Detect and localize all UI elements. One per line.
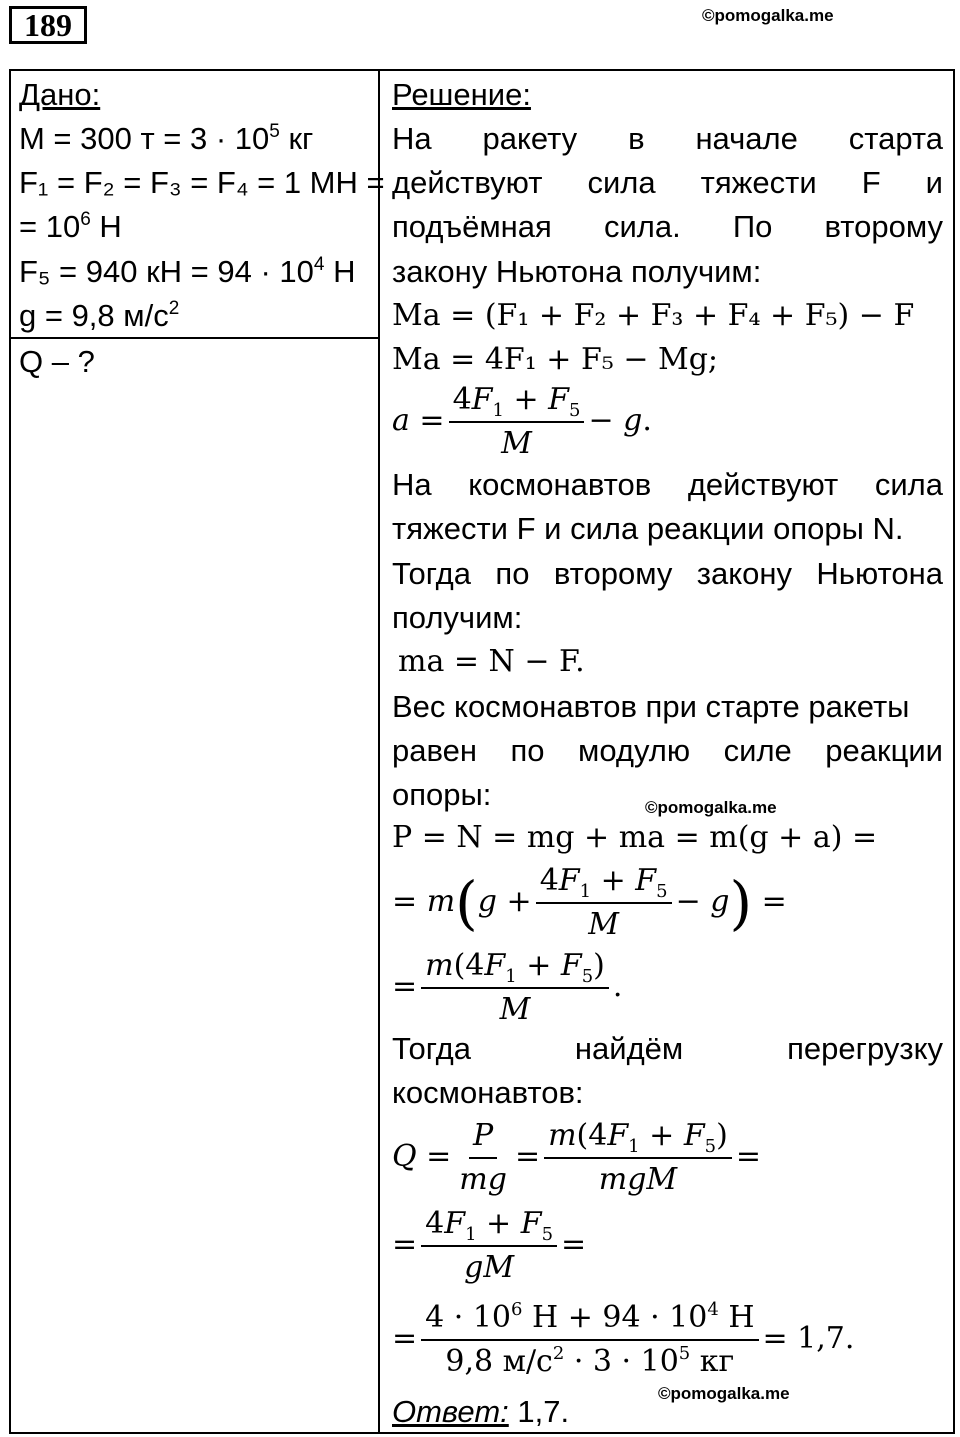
formula-weight: P = N = mg + ma = m(g + a) =	[392, 820, 878, 855]
formula-newton-rocket-simplified: Ma = 4F₁ + F₅ − Mg;	[392, 342, 719, 377]
solution-text-line-9: Вес космонавтов при старте ракеты	[392, 689, 910, 724]
solution-text-line-12: Тогда найдём перегрузку	[392, 1031, 943, 1066]
solution-text-line-10: равен по модулю силе реакции	[392, 733, 943, 768]
formula-acceleration: a = $\frac{4F_1 + F_5}{M}$ − g.	[392, 382, 652, 461]
solution-text-line-7: Тогда по второму закону Ньютона	[392, 556, 943, 591]
watermark-top: ©pomogalka.me	[702, 6, 834, 25]
given-force-5: F₅ = 940 кН = $94 \cdot 10^4$ Н	[19, 254, 356, 289]
solution-text-line-3: подъёмная сила. По второму	[392, 209, 943, 244]
solution-heading: Решение:	[392, 77, 531, 112]
column-divider	[378, 69, 380, 1434]
formula-overload-simplified: = $\frac{4F_1 + F_5}{gM}$ =	[392, 1206, 587, 1285]
find-label: Q – ?	[19, 344, 95, 379]
given-gravity: g = 9,8 $м/с^2$	[19, 298, 180, 333]
solution-text-line-13: космонавтов:	[392, 1075, 584, 1110]
problem-number: 189	[9, 6, 87, 44]
answer: Ответ: 1,7.	[392, 1394, 570, 1429]
watermark-bottom: ©pomogalka.me	[658, 1384, 790, 1403]
given-forces-value: = $10^6$ Н	[19, 209, 122, 244]
formula-newton-rocket: Ma = (F₁ + F₂ + F₃ + F₄ + F₅) − F	[392, 298, 915, 333]
formula-weight-expanded: = m(g + $\frac{4F_1 + F_5}{M}$ − g) =	[392, 863, 787, 942]
solution-text-line-8: получим:	[392, 600, 523, 635]
formula-overload-numeric: = $\frac{4 \cdot 10^6 Н + 94 \cdot 10^4 Н}{9,8 м/с^2 \cdot 3 \cdot 10^5 кг}$ = 1,7.	[392, 1299, 855, 1379]
given-mass: M = 300 $т = 3 \cdot 10^5$ кг	[19, 121, 314, 156]
formula-newton-cosmonaut: ma = N − F.	[398, 644, 585, 679]
solution-text-line-2: действуют сила тяжести F и	[392, 165, 943, 200]
solution-text-line-4: закону Ньютона получим:	[392, 254, 762, 289]
solution-text-line-5: На космонавтов действуют сила	[392, 467, 943, 502]
given-heading: Дано:	[19, 77, 101, 112]
solution-text-line-1: На ракету в начале старта	[392, 121, 943, 156]
solution-text-line-11: опоры:	[392, 777, 492, 812]
solution-text-line-6: тяжести F и сила реакции опоры N.	[392, 511, 904, 546]
formula-weight-result: = $\frac{m(4F_1 + F_5)}{M}$ .	[392, 948, 623, 1027]
watermark-middle: ©pomogalka.me	[645, 798, 777, 817]
formula-overload: Q = $\frac{P}{mg}$ = $\frac{m(4F_1 + F_5)}{\text{mgM}}$ =	[392, 1118, 761, 1197]
given-forces: F₁ = F₂ = F₃ = F₄ = 1 МН =	[19, 165, 385, 200]
